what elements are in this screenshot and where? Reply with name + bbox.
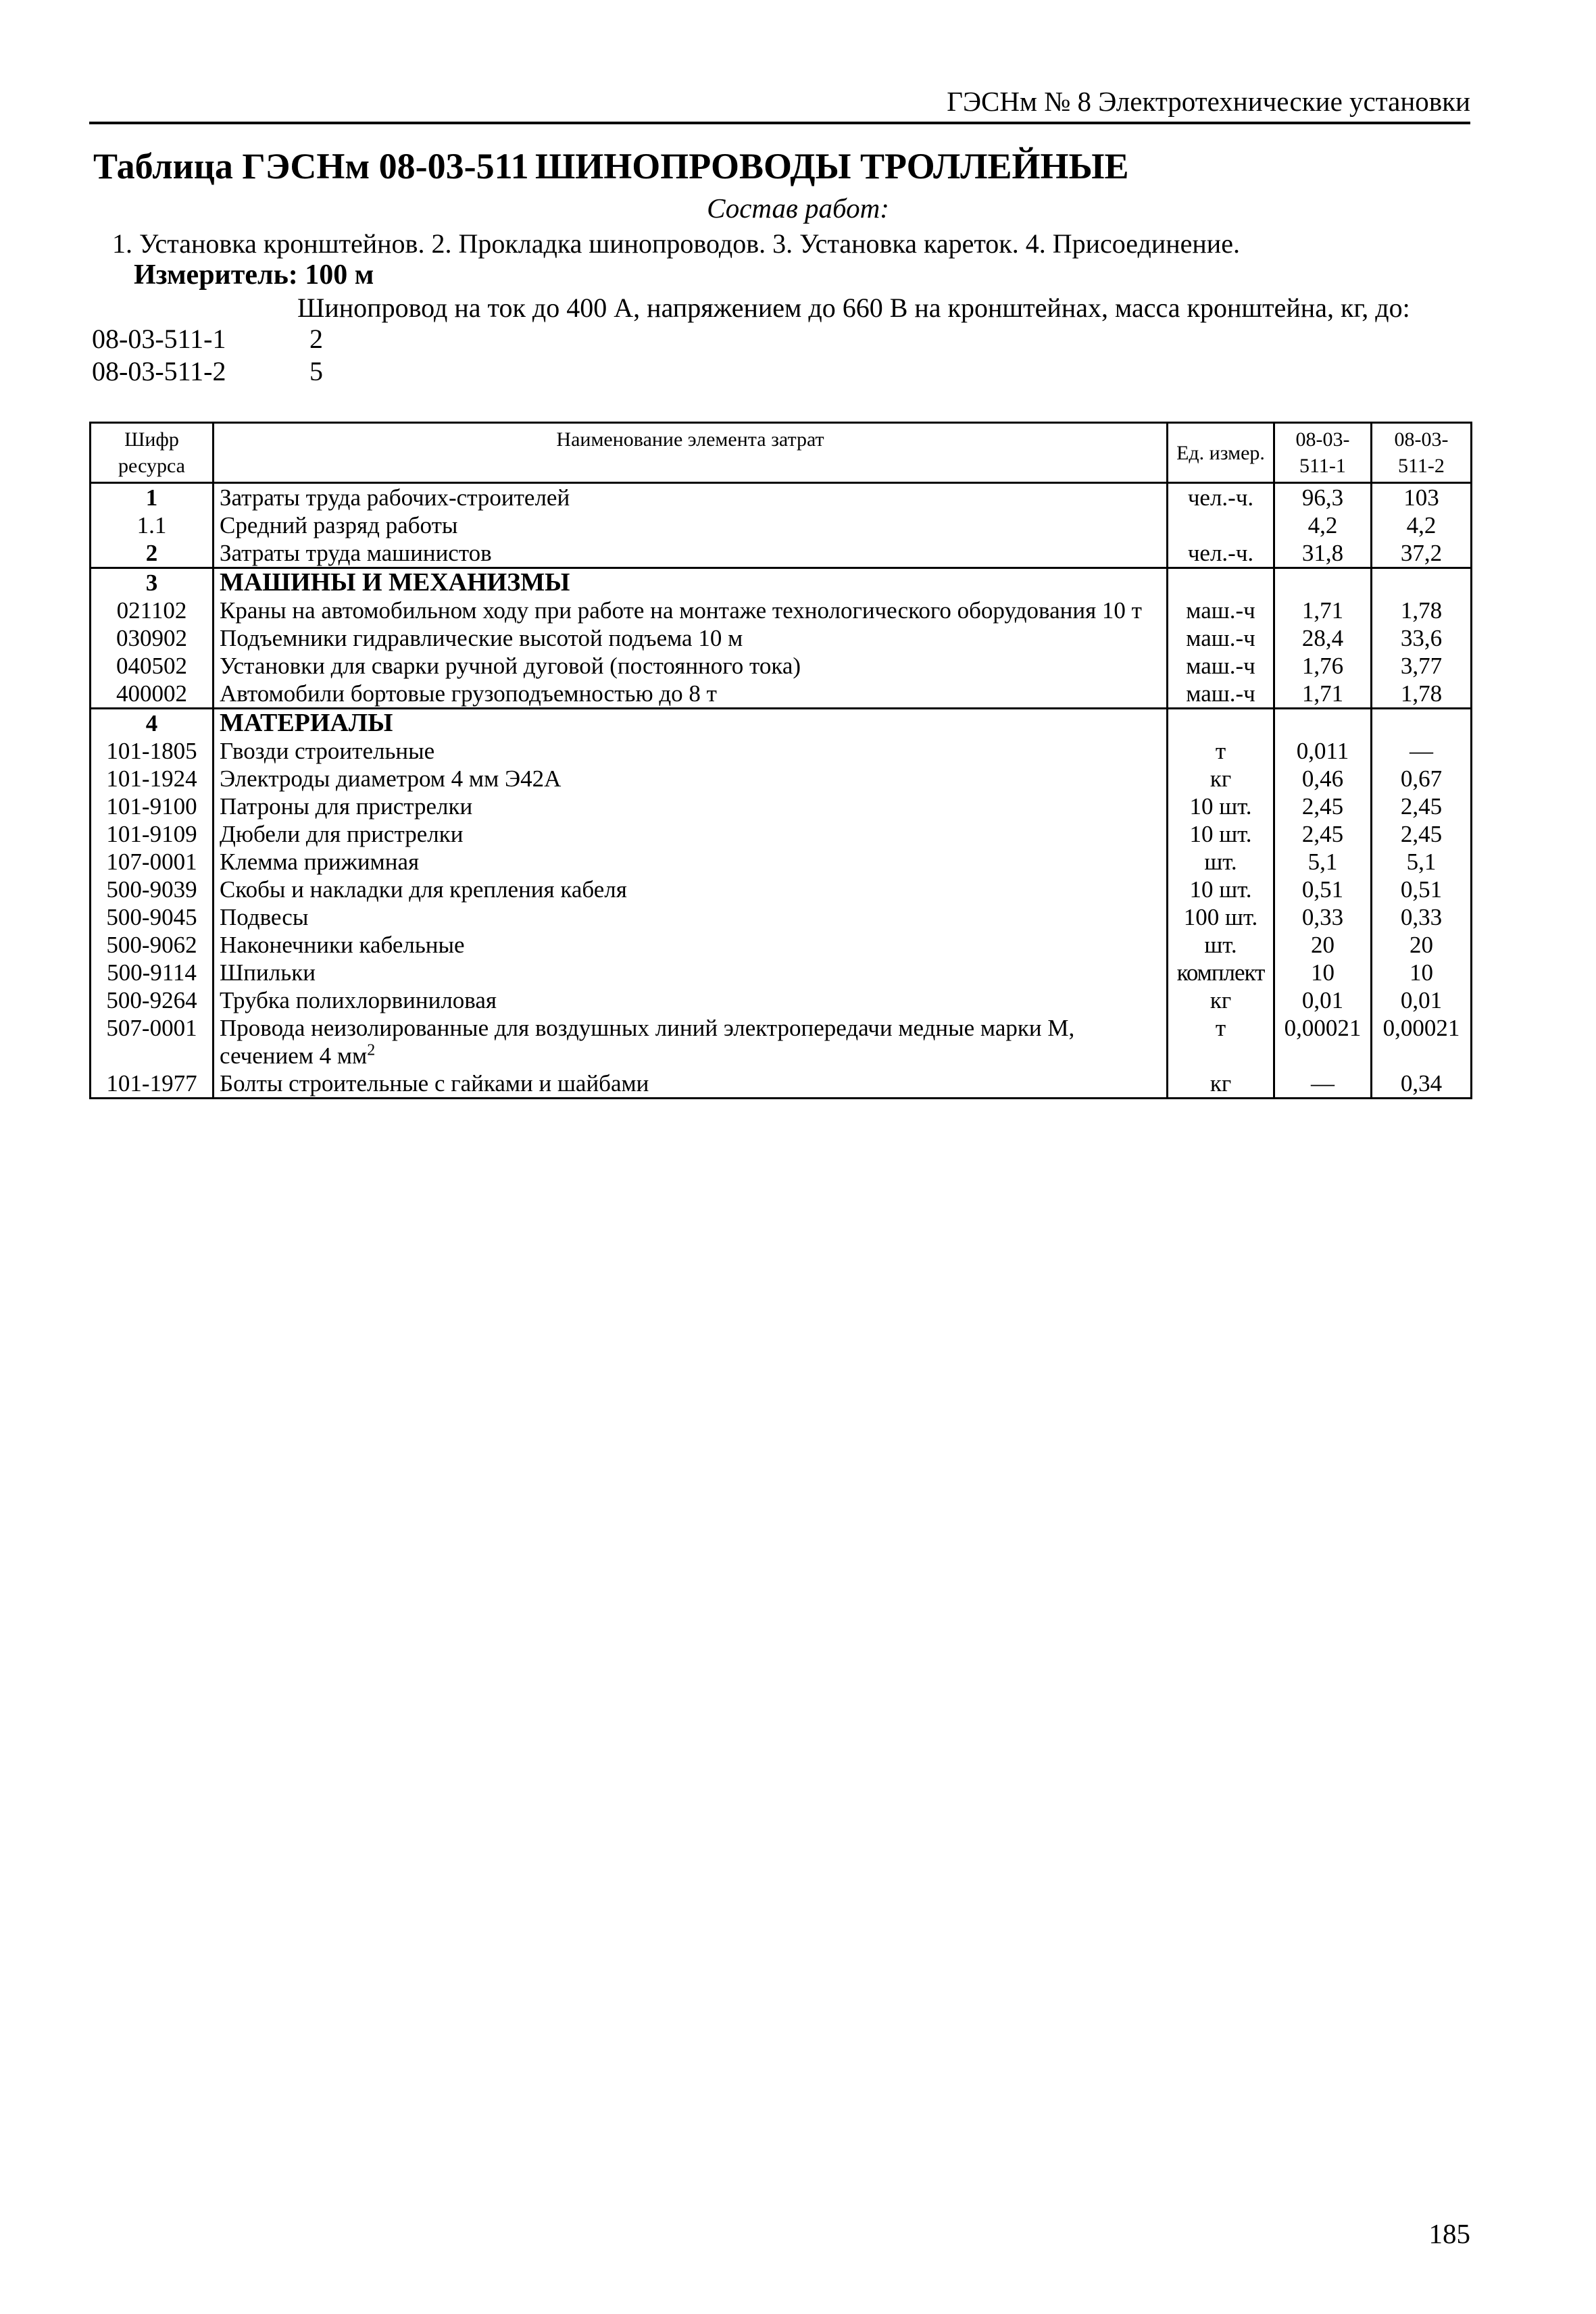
running-header <box>89 80 1470 124</box>
resource-name: Установки для сварки ручной дуговой (постоянного тока) <box>214 652 1168 680</box>
value-variant-1: 0,01 <box>1274 986 1372 1014</box>
resource-unit: 100 шт. <box>1168 903 1274 931</box>
resource-name: Автомобили бортовые грузоподъемностью до 8 т <box>214 680 1168 709</box>
value-variant-1: 0,46 <box>1274 765 1372 793</box>
resource-code: 1.1 <box>91 511 214 539</box>
table-header-row <box>91 423 1472 483</box>
variant-code: 08-03-511-1 <box>92 324 226 354</box>
value-variant-1: 1,76 <box>1274 652 1372 680</box>
table-row <box>91 876 1472 903</box>
section-title: МАШИНЫ И МЕХАНИЗМЫ <box>214 568 1168 597</box>
value-variant-2: 103 <box>1372 483 1472 512</box>
table-row <box>91 820 1472 848</box>
value-variant-2: 10 <box>1372 959 1472 986</box>
variant-description: Шинопровод на ток до 400 А, напряжением до 660 В на кронштейнах, масса кронштейна, кг, до: <box>297 293 1410 323</box>
resource-unit: маш.-ч <box>1168 680 1274 709</box>
section-code: 4 <box>91 709 214 738</box>
section-code: 3 <box>91 568 214 597</box>
table-row <box>91 597 1472 624</box>
value-variant-2: 2,45 <box>1372 820 1472 848</box>
value-variant-2: 0,01 <box>1372 986 1472 1014</box>
table-row <box>91 624 1472 652</box>
resource-name: Электроды диаметром 4 мм Э42А <box>214 765 1168 793</box>
value-variant-1: 0,011 <box>1274 737 1372 765</box>
value-variant-1: 0,00021 <box>1274 1014 1372 1070</box>
value-variant-1 <box>1274 709 1372 738</box>
resource-code: 1 <box>91 483 214 512</box>
resource-code: 500-9264 <box>91 986 214 1014</box>
value-variant-1 <box>1274 568 1372 597</box>
resource-code: 500-9114 <box>91 959 214 986</box>
value-variant-1: 20 <box>1274 931 1372 959</box>
resource-code: 040502 <box>91 652 214 680</box>
running-header-title: ГЭСНм № 8 Электротехнические установки <box>947 86 1470 117</box>
value-variant-1: 5,1 <box>1274 848 1372 876</box>
resource-unit: маш.-ч <box>1168 652 1274 680</box>
resource-unit <box>1168 568 1274 597</box>
variant-row <box>92 323 323 355</box>
resource-unit <box>1168 709 1274 738</box>
column-header-name: Наименование элемента затрат <box>214 423 1168 483</box>
value-variant-2: 1,78 <box>1372 597 1472 624</box>
variant-value: 5 <box>309 356 323 386</box>
value-variant-1: 28,4 <box>1274 624 1372 652</box>
table-row <box>91 680 1472 709</box>
value-variant-1: 4,2 <box>1274 511 1372 539</box>
resource-name: Краны на автомобильном ходу при работе на монтаже технологического оборудования 10 т <box>214 597 1168 624</box>
section-row <box>91 568 1472 597</box>
resource-unit: кг <box>1168 986 1274 1014</box>
resource-name <box>214 1014 1168 1070</box>
resource-table <box>89 422 1472 1099</box>
value-variant-2: 3,77 <box>1372 652 1472 680</box>
resource-name: Патроны для пристрелки <box>214 793 1168 820</box>
section-row <box>91 709 1472 738</box>
resource-name: Клемма прижимная <box>214 848 1168 876</box>
resource-code: 101-1924 <box>91 765 214 793</box>
resource-name-text: Провода неизолированные для воздушных линий электропередачи медные марки М, сечением 4 мм <box>220 1015 1075 1069</box>
resource-unit: чел.-ч. <box>1168 539 1274 568</box>
column-header-variant-2: 08-03-511-2 <box>1372 423 1472 483</box>
resource-unit: кг <box>1168 765 1274 793</box>
value-variant-1: 10 <box>1274 959 1372 986</box>
value-variant-1: 0,33 <box>1274 903 1372 931</box>
resource-code: 101-9109 <box>91 820 214 848</box>
table-row <box>91 959 1472 986</box>
value-variant-2: 0,67 <box>1372 765 1472 793</box>
table-row <box>91 1070 1472 1099</box>
resource-unit: шт. <box>1168 931 1274 959</box>
value-variant-1: 0,51 <box>1274 876 1372 903</box>
value-variant-2: 33,6 <box>1372 624 1472 652</box>
variant-row <box>92 355 323 387</box>
value-variant-1: 1,71 <box>1274 680 1372 709</box>
value-variant-1: 96,3 <box>1274 483 1372 512</box>
variant-value: 2 <box>309 324 323 354</box>
resource-name: Подвесы <box>214 903 1168 931</box>
value-variant-2: 5,1 <box>1372 848 1472 876</box>
value-variant-2: — <box>1372 737 1472 765</box>
column-header-variant-1: 08-03-511-1 <box>1274 423 1372 483</box>
resource-name: Болты строительные с гайками и шайбами <box>214 1070 1168 1099</box>
resource-code: 400002 <box>91 680 214 709</box>
value-variant-2: 4,2 <box>1372 511 1472 539</box>
table-row <box>91 903 1472 931</box>
resource-unit: т <box>1168 1014 1274 1070</box>
value-variant-1: 1,71 <box>1274 597 1372 624</box>
table-row <box>91 1014 1472 1070</box>
resource-unit: маш.-ч <box>1168 597 1274 624</box>
table-row <box>91 931 1472 959</box>
resource-unit: чел.-ч. <box>1168 483 1274 512</box>
resource-code: 500-9045 <box>91 903 214 931</box>
table-row <box>91 737 1472 765</box>
resource-code: 2 <box>91 539 214 568</box>
resource-code: 107-0001 <box>91 848 214 876</box>
resource-name: Подъемники гидравлические высотой подъема 10 м <box>214 624 1168 652</box>
resource-name: Гвозди строительные <box>214 737 1168 765</box>
resource-unit <box>1168 511 1274 539</box>
variant-code: 08-03-511-2 <box>92 356 226 386</box>
table-name: ШИНОПРОВОДЫ ТРОЛЛЕЙНЫЕ <box>535 146 1129 186</box>
resource-unit: 10 шт. <box>1168 793 1274 820</box>
resource-unit: 10 шт. <box>1168 876 1274 903</box>
resource-name: Затраты труда рабочих-строителей <box>214 483 1168 512</box>
resource-name: Средний разряд работы <box>214 511 1168 539</box>
table-label: Таблица ГЭСНм 08-03-511 <box>93 146 529 186</box>
table-row <box>91 765 1472 793</box>
resource-unit: 10 шт. <box>1168 820 1274 848</box>
resource-name: Затраты труда машинистов <box>214 539 1168 568</box>
resource-name: Шпильки <box>214 959 1168 986</box>
resource-name: Дюбели для пристрелки <box>214 820 1168 848</box>
resource-code: 101-1805 <box>91 737 214 765</box>
resource-unit: маш.-ч <box>1168 624 1274 652</box>
resource-name: Трубка полихлорвиниловая <box>214 986 1168 1014</box>
composition-heading: Состав работ: <box>707 193 889 224</box>
value-variant-2: 1,78 <box>1372 680 1472 709</box>
measure-line: Измеритель: 100 м <box>134 259 374 291</box>
value-variant-2: 0,51 <box>1372 876 1472 903</box>
resource-code: 021102 <box>91 597 214 624</box>
section-title: МАТЕРИАЛЫ <box>214 709 1168 738</box>
table-row <box>91 986 1472 1014</box>
value-variant-1: 2,45 <box>1274 820 1372 848</box>
resource-code: 101-1977 <box>91 1070 214 1099</box>
composition-text: 1. Установка кронштейнов. 2. Прокладка шинопроводов. 3. Установка кареток. 4. Присоединение. <box>112 228 1240 259</box>
resource-code: 500-9039 <box>91 876 214 903</box>
table-row <box>91 652 1472 680</box>
resource-name: Наконечники кабельные <box>214 931 1168 959</box>
value-variant-1: 2,45 <box>1274 793 1372 820</box>
resource-unit: комплект <box>1168 959 1274 986</box>
value-variant-2: 0,33 <box>1372 903 1472 931</box>
table-row <box>91 793 1472 820</box>
value-variant-1: 31,8 <box>1274 539 1372 568</box>
resource-code: 507-0001 <box>91 1014 214 1070</box>
resource-code: 030902 <box>91 624 214 652</box>
value-variant-2: 0,34 <box>1372 1070 1472 1099</box>
value-variant-2: 37,2 <box>1372 539 1472 568</box>
value-variant-2 <box>1372 568 1472 597</box>
resource-unit: шт. <box>1168 848 1274 876</box>
superscript: 2 <box>367 1041 376 1059</box>
value-variant-2: 0,00021 <box>1372 1014 1472 1070</box>
resource-name: Скобы и накладки для крепления кабеля <box>214 876 1168 903</box>
resource-unit: кг <box>1168 1070 1274 1099</box>
table-row <box>91 539 1472 568</box>
column-header-code: Шифр ресурса <box>91 423 214 483</box>
resource-code: 500-9062 <box>91 931 214 959</box>
value-variant-2: 2,45 <box>1372 793 1472 820</box>
page-number: 185 <box>1428 2218 1470 2249</box>
column-header-unit: Ед. измер. <box>1168 423 1274 483</box>
resource-code: 101-9100 <box>91 793 214 820</box>
resource-unit: т <box>1168 737 1274 765</box>
table-row <box>91 483 1472 512</box>
value-variant-2: 20 <box>1372 931 1472 959</box>
table-row <box>91 511 1472 539</box>
table-row <box>91 848 1472 876</box>
value-variant-2 <box>1372 709 1472 738</box>
value-variant-1: — <box>1274 1070 1372 1099</box>
